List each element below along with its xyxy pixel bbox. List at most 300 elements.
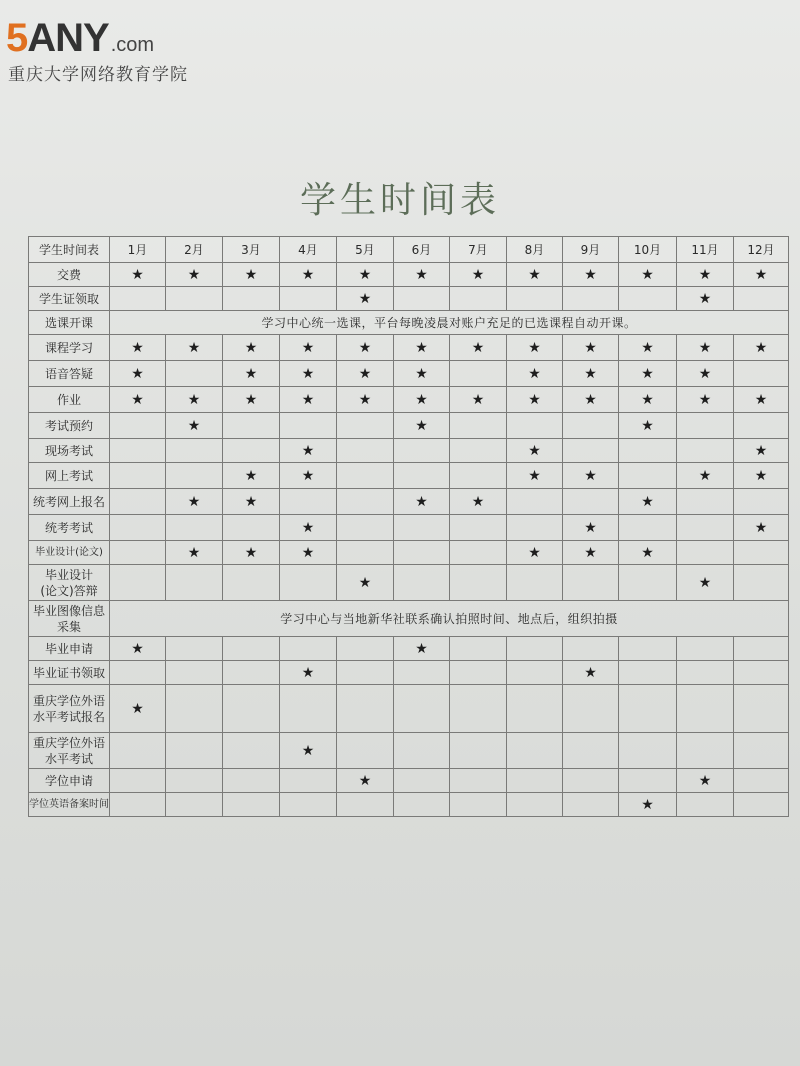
star-icon: ★ xyxy=(301,544,315,561)
schedule-cell xyxy=(280,361,337,387)
schedule-cell xyxy=(507,287,563,311)
star-icon: ★ xyxy=(754,266,768,283)
schedule-cell xyxy=(734,565,789,601)
row-label: 现场考试 xyxy=(29,439,110,463)
row-label: 学位英语备案时间 xyxy=(29,793,110,817)
schedule-cell xyxy=(677,793,734,817)
schedule-cell xyxy=(734,387,789,413)
schedule-cell xyxy=(507,361,563,387)
star-icon: ★ xyxy=(641,493,654,510)
row-label: 重庆学位外语 水平考试报名 xyxy=(29,685,110,733)
schedule-cell xyxy=(110,413,166,439)
schedule-cell xyxy=(337,793,394,817)
schedule-cell xyxy=(507,541,563,565)
schedule-cell xyxy=(734,515,789,541)
star-icon: ★ xyxy=(301,467,315,484)
schedule-cell xyxy=(677,263,734,287)
month-header: 7月 xyxy=(450,237,507,263)
star-icon: ★ xyxy=(698,467,712,484)
schedule-cell xyxy=(166,287,223,311)
schedule-cell xyxy=(166,733,223,769)
star-icon: ★ xyxy=(244,544,258,561)
schedule-cell xyxy=(563,661,619,685)
schedule-cell xyxy=(166,439,223,463)
row-label: 语音答疑 xyxy=(29,361,110,387)
schedule-cell xyxy=(677,515,734,541)
schedule-cell xyxy=(337,413,394,439)
star-icon: ★ xyxy=(415,266,428,283)
schedule-cell xyxy=(507,793,563,817)
month-header: 11月 xyxy=(677,237,734,263)
schedule-cell xyxy=(677,769,734,793)
row-label: 毕业证书领取 xyxy=(29,661,110,685)
star-icon: ★ xyxy=(528,544,541,561)
month-header: 6月 xyxy=(394,237,450,263)
schedule-cell xyxy=(223,793,280,817)
schedule-cell xyxy=(394,439,450,463)
schedule-cell xyxy=(110,661,166,685)
schedule-cell xyxy=(394,769,450,793)
schedule-cell xyxy=(734,733,789,769)
schedule-cell xyxy=(619,287,677,311)
star-icon: ★ xyxy=(244,493,258,510)
row-note: 学习中心统一选课，平台每晚凌晨对账户充足的已选课程自动开课。 xyxy=(110,311,789,335)
schedule-cell xyxy=(110,263,166,287)
schedule-cell xyxy=(166,793,223,817)
schedule-cell xyxy=(734,413,789,439)
month-header: 1月 xyxy=(110,237,166,263)
schedule-cell xyxy=(507,515,563,541)
schedule-cell xyxy=(223,515,280,541)
schedule-cell xyxy=(507,387,563,413)
table-row xyxy=(29,661,789,685)
schedule-cell xyxy=(223,387,280,413)
table-row xyxy=(29,489,789,515)
schedule-cell xyxy=(223,413,280,439)
table-row xyxy=(29,387,789,413)
schedule-cell xyxy=(507,335,563,361)
star-icon: ★ xyxy=(698,290,712,307)
month-header: 4月 xyxy=(280,237,337,263)
star-icon: ★ xyxy=(641,365,654,382)
schedule-cell xyxy=(110,637,166,661)
schedule-cell xyxy=(450,361,507,387)
schedule-cell xyxy=(337,335,394,361)
star-icon: ★ xyxy=(358,266,372,283)
row-note: 学习中心与当地新华社联系确认拍照时间、地点后，组织拍摄 xyxy=(110,601,789,637)
row-label: 网上考试 xyxy=(29,463,110,489)
star-icon: ★ xyxy=(358,772,372,789)
schedule-cell xyxy=(677,287,734,311)
table-row xyxy=(29,565,789,601)
schedule-cell xyxy=(619,413,677,439)
row-label: 毕业设计 (论文)答辩 xyxy=(29,565,110,601)
schedule-cell xyxy=(619,361,677,387)
table-row xyxy=(29,287,789,311)
corner-cell: 学生时间表 xyxy=(29,237,110,263)
schedule-cell xyxy=(337,463,394,489)
schedule-cell xyxy=(166,637,223,661)
star-icon: ★ xyxy=(301,365,315,382)
schedule-cell xyxy=(563,685,619,733)
schedule-cell xyxy=(394,793,450,817)
schedule-cell xyxy=(734,287,789,311)
schedule-cell xyxy=(337,565,394,601)
schedule-cell xyxy=(619,387,677,413)
schedule-cell xyxy=(677,413,734,439)
star-icon: ★ xyxy=(358,574,372,591)
star-icon: ★ xyxy=(131,339,144,356)
schedule-cell xyxy=(337,489,394,515)
schedule-cell xyxy=(563,413,619,439)
star-icon: ★ xyxy=(244,266,258,283)
table-row xyxy=(29,793,789,817)
star-icon: ★ xyxy=(131,365,144,382)
schedule-cell xyxy=(223,637,280,661)
schedule-cell xyxy=(450,685,507,733)
schedule-cell xyxy=(619,733,677,769)
schedule-cell xyxy=(734,541,789,565)
schedule-cell xyxy=(507,263,563,287)
star-icon: ★ xyxy=(358,339,372,356)
star-icon: ★ xyxy=(528,442,541,459)
row-label: 重庆学位外语 水平考试 xyxy=(29,733,110,769)
star-icon: ★ xyxy=(244,391,258,408)
row-label: 考试预约 xyxy=(29,413,110,439)
star-icon: ★ xyxy=(358,391,372,408)
star-icon: ★ xyxy=(528,266,541,283)
star-icon: ★ xyxy=(754,519,768,536)
star-icon: ★ xyxy=(187,493,201,510)
star-icon: ★ xyxy=(301,442,315,459)
schedule-cell xyxy=(394,541,450,565)
star-icon: ★ xyxy=(641,339,654,356)
month-header: 5月 xyxy=(337,237,394,263)
schedule-cell xyxy=(619,769,677,793)
month-header: 2月 xyxy=(166,237,223,263)
table-row xyxy=(29,733,789,769)
schedule-cell xyxy=(337,287,394,311)
schedule-cell xyxy=(280,413,337,439)
schedule-cell xyxy=(110,733,166,769)
schedule-cell xyxy=(450,769,507,793)
schedule-cell xyxy=(166,515,223,541)
star-icon: ★ xyxy=(698,574,712,591)
schedule-cell xyxy=(394,413,450,439)
schedule-cell xyxy=(563,335,619,361)
schedule-cell xyxy=(507,637,563,661)
table-row xyxy=(29,361,789,387)
schedule-cell xyxy=(223,263,280,287)
schedule-cell xyxy=(619,661,677,685)
schedule-cell xyxy=(110,685,166,733)
schedule-cell xyxy=(394,361,450,387)
star-icon: ★ xyxy=(528,339,541,356)
schedule-cell xyxy=(337,541,394,565)
schedule-cell xyxy=(507,565,563,601)
schedule-cell xyxy=(280,541,337,565)
schedule-cell xyxy=(450,489,507,515)
logo xyxy=(6,18,154,65)
schedule-cell xyxy=(677,661,734,685)
schedule-cell xyxy=(394,565,450,601)
schedule-cell xyxy=(450,335,507,361)
schedule-cell xyxy=(507,769,563,793)
schedule-cell xyxy=(223,335,280,361)
row-label: 交费 xyxy=(29,263,110,287)
star-icon: ★ xyxy=(698,391,712,408)
table-row xyxy=(29,463,789,489)
row-label: 学生证领取 xyxy=(29,287,110,311)
star-icon: ★ xyxy=(641,266,654,283)
star-icon: ★ xyxy=(187,417,201,434)
star-icon: ★ xyxy=(415,493,428,510)
month-header: 12月 xyxy=(734,237,789,263)
schedule-cell xyxy=(563,515,619,541)
star-icon: ★ xyxy=(754,391,768,408)
schedule-cell xyxy=(280,489,337,515)
schedule-cell xyxy=(223,769,280,793)
schedule-cell xyxy=(507,661,563,685)
schedule-cell xyxy=(223,463,280,489)
star-icon: ★ xyxy=(584,339,597,356)
star-icon: ★ xyxy=(244,365,258,382)
schedule-cell xyxy=(394,733,450,769)
schedule-cell xyxy=(734,637,789,661)
month-header: 9月 xyxy=(563,237,619,263)
star-icon: ★ xyxy=(244,467,258,484)
schedule-cell xyxy=(110,565,166,601)
schedule-cell xyxy=(337,361,394,387)
schedule-cell xyxy=(619,439,677,463)
schedule-cell xyxy=(677,335,734,361)
schedule-cell xyxy=(450,637,507,661)
schedule-cell xyxy=(563,263,619,287)
schedule-cell xyxy=(563,793,619,817)
schedule-cell xyxy=(734,361,789,387)
star-icon: ★ xyxy=(754,467,768,484)
star-icon: ★ xyxy=(528,391,541,408)
schedule-cell xyxy=(166,685,223,733)
schedule-cell xyxy=(394,637,450,661)
schedule-cell xyxy=(166,413,223,439)
schedule-cell xyxy=(507,685,563,733)
schedule-cell xyxy=(619,489,677,515)
schedule-cell xyxy=(166,361,223,387)
star-icon: ★ xyxy=(301,519,315,536)
star-icon: ★ xyxy=(187,544,201,561)
logo-five: 5 xyxy=(6,16,28,60)
schedule-cell xyxy=(734,463,789,489)
row-label: 选课开课 xyxy=(29,311,110,335)
star-icon: ★ xyxy=(698,365,712,382)
star-icon: ★ xyxy=(131,266,144,283)
schedule-cell xyxy=(734,661,789,685)
table-row xyxy=(29,335,789,361)
schedule-cell xyxy=(394,263,450,287)
star-icon: ★ xyxy=(754,339,768,356)
star-icon: ★ xyxy=(584,519,597,536)
schedule-cell xyxy=(394,335,450,361)
schedule-cell xyxy=(450,439,507,463)
schedule-cell xyxy=(677,387,734,413)
schedule-cell xyxy=(619,685,677,733)
schedule-cell xyxy=(337,685,394,733)
schedule-cell xyxy=(110,361,166,387)
star-icon: ★ xyxy=(471,266,485,283)
schedule-cell xyxy=(450,541,507,565)
schedule-cell xyxy=(677,565,734,601)
schedule-cell xyxy=(223,489,280,515)
schedule-cell xyxy=(394,661,450,685)
star-icon: ★ xyxy=(584,664,597,681)
schedule-cell xyxy=(450,387,507,413)
schedule-cell xyxy=(110,541,166,565)
star-icon: ★ xyxy=(698,772,712,789)
schedule-cell xyxy=(619,335,677,361)
row-label: 课程学习 xyxy=(29,335,110,361)
star-icon: ★ xyxy=(415,417,428,434)
month-header: 3月 xyxy=(223,237,280,263)
star-icon: ★ xyxy=(698,266,712,283)
schedule-cell xyxy=(280,287,337,311)
schedule-cell xyxy=(677,541,734,565)
schedule-cell xyxy=(166,387,223,413)
table-row xyxy=(29,637,789,661)
star-icon: ★ xyxy=(471,339,485,356)
schedule-cell xyxy=(507,733,563,769)
schedule-cell xyxy=(223,661,280,685)
star-icon: ★ xyxy=(641,417,654,434)
schedule-cell xyxy=(280,515,337,541)
schedule-cell xyxy=(223,565,280,601)
schedule-cell xyxy=(677,733,734,769)
star-icon: ★ xyxy=(584,467,597,484)
logo-any: ANY xyxy=(27,16,109,60)
schedule-cell xyxy=(563,541,619,565)
schedule-cell xyxy=(507,489,563,515)
table-row xyxy=(29,263,789,287)
table-row xyxy=(29,685,789,733)
schedule-cell xyxy=(223,685,280,733)
schedule-cell xyxy=(280,439,337,463)
schedule-cell xyxy=(280,335,337,361)
logo-domain: .com xyxy=(110,34,155,56)
schedule-cell xyxy=(337,769,394,793)
schedule-cell xyxy=(280,769,337,793)
schedule-cell xyxy=(280,463,337,489)
star-icon: ★ xyxy=(187,339,201,356)
star-icon: ★ xyxy=(131,700,144,717)
schedule-cell xyxy=(563,361,619,387)
schedule-cell xyxy=(619,463,677,489)
row-label: 毕业图像信息 采集 xyxy=(29,601,110,637)
star-icon: ★ xyxy=(641,796,654,813)
schedule-cell xyxy=(450,287,507,311)
schedule-cell xyxy=(110,287,166,311)
schedule-cell xyxy=(110,335,166,361)
schedule-cell xyxy=(223,439,280,463)
row-label: 作业 xyxy=(29,387,110,413)
row-label: 统考网上报名 xyxy=(29,489,110,515)
schedule-cell xyxy=(619,565,677,601)
star-icon: ★ xyxy=(584,365,597,382)
schedule-cell xyxy=(280,685,337,733)
schedule-cell xyxy=(734,685,789,733)
schedule-cell xyxy=(450,793,507,817)
table-row xyxy=(29,413,789,439)
star-icon: ★ xyxy=(301,742,315,759)
schedule-cell xyxy=(394,387,450,413)
schedule-cell xyxy=(450,515,507,541)
row-label: 学位申请 xyxy=(29,769,110,793)
schedule-cell xyxy=(110,489,166,515)
schedule-cell xyxy=(110,439,166,463)
schedule-cell xyxy=(734,489,789,515)
schedule-cell xyxy=(280,733,337,769)
schedule-cell xyxy=(166,263,223,287)
row-label: 毕业申请 xyxy=(29,637,110,661)
schedule-cell xyxy=(394,287,450,311)
schedule-cell xyxy=(394,685,450,733)
star-icon: ★ xyxy=(244,339,258,356)
table-row xyxy=(29,601,789,637)
schedule-cell xyxy=(734,769,789,793)
row-label: 统考考试 xyxy=(29,515,110,541)
star-icon: ★ xyxy=(584,544,597,561)
star-icon: ★ xyxy=(698,339,712,356)
schedule-cell xyxy=(110,515,166,541)
schedule-cell xyxy=(110,387,166,413)
table-row xyxy=(29,439,789,463)
schedule-cell xyxy=(337,515,394,541)
star-icon: ★ xyxy=(131,391,144,408)
schedule-cell xyxy=(280,793,337,817)
schedule-cell xyxy=(563,439,619,463)
star-icon: ★ xyxy=(754,442,768,459)
star-icon: ★ xyxy=(641,544,654,561)
schedule-cell xyxy=(734,439,789,463)
schedule-cell xyxy=(619,515,677,541)
schedule-cell xyxy=(563,769,619,793)
schedule-cell xyxy=(677,361,734,387)
star-icon: ★ xyxy=(528,365,541,382)
month-header: 10月 xyxy=(619,237,677,263)
schedule-cell xyxy=(563,733,619,769)
schedule-cell xyxy=(223,733,280,769)
schedule-cell xyxy=(619,793,677,817)
schedule-cell xyxy=(507,413,563,439)
page-title: 学生时间表 xyxy=(299,180,500,221)
month-header: 8月 xyxy=(507,237,563,263)
schedule-cell xyxy=(450,565,507,601)
star-icon: ★ xyxy=(301,266,315,283)
table-row xyxy=(29,541,789,565)
schedule-cell xyxy=(450,661,507,685)
schedule-cell xyxy=(280,387,337,413)
table-row xyxy=(29,311,789,335)
schedule-cell xyxy=(166,769,223,793)
schedule-cell xyxy=(563,463,619,489)
schedule-cell xyxy=(677,463,734,489)
schedule-cell xyxy=(450,463,507,489)
school-name: 重庆大学网络教育学院 xyxy=(8,65,188,85)
schedule-cell xyxy=(450,733,507,769)
schedule-table xyxy=(28,236,789,817)
schedule-cell xyxy=(110,769,166,793)
schedule-cell xyxy=(394,463,450,489)
schedule-cell xyxy=(337,733,394,769)
